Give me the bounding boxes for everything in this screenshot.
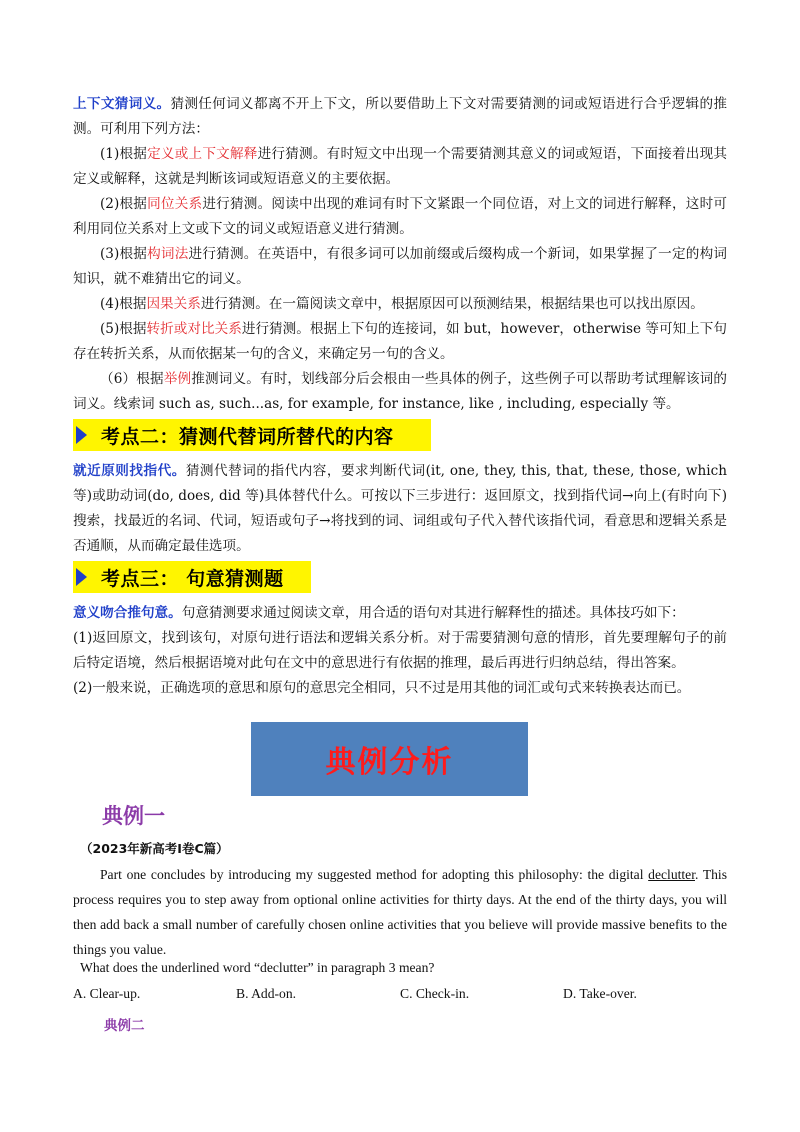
method-2: (2)根据同位关系进行猜测。阅读中出现的难词有时下文紧跟一个同位语，对上文的词进行解释，这时可利用同位关系对上文或下文的词义或短语意义进行猜测。 <box>73 196 727 237</box>
heading-3-text: 考点三： 句意猜测题 <box>101 567 284 590</box>
content-body <box>73 92 727 701</box>
section1-lead: 上下文猜词义。 <box>73 96 171 112</box>
section3-intro: 意义吻合推句意。句意猜测要求通过阅读文章，用合适的语句对其进行解释性的描述。具体技巧如下： <box>73 605 685 621</box>
option-b[interactable]: B. Add-on. <box>236 986 297 1001</box>
heading-2 <box>73 419 431 451</box>
method-5-key: 转折或对比关系 <box>146 321 242 337</box>
heading-2-row <box>73 419 727 455</box>
section3-point-1: (1)返回原文，找到该句，对原句进行语法和逻辑关系分析。对于需要猜测句意的情形，首先要理解句子的前后特定语境，然后根据语境对此句在文中的意思进行有依据的推理，最后再进行归纳总结，得出答案。 <box>73 630 727 671</box>
example-1-title: 典例一 <box>102 804 165 828</box>
heading-3 <box>73 561 311 593</box>
example-2-title: 典例二 <box>104 1018 145 1034</box>
example-1-question: What does the underlined word “declutter” in paragraph 3 mean? <box>80 960 435 975</box>
section3-lead: 意义吻合推句意。 <box>73 605 182 621</box>
option-a[interactable]: A. Clear-up. <box>73 986 141 1001</box>
option-d[interactable]: D. Take-over. <box>563 986 637 1001</box>
section2-lead: 就近原则找指代。 <box>73 463 186 479</box>
method-4-key: 因果关系 <box>146 296 201 312</box>
example-1-passage: Part one concludes by introducing my suggested method for adopting this philosophy: the digital declutter. This process requires you to step away from optional online activities for thirty days. At the end of the thirty days, you will then add back a small number of carefully chosen online activities that you believe will provide massive benefits to the things you value. <box>73 867 727 957</box>
method-6-key: 举例 <box>163 371 192 387</box>
section1-intro <box>73 92 727 142</box>
banner-text: 典例分析 <box>325 745 454 780</box>
option-c[interactable]: C. Check-in. <box>400 986 470 1001</box>
underlined-word: declutter <box>648 867 695 882</box>
method-1-key: 定义或上下文解释 <box>147 146 258 162</box>
arrow-icon <box>76 568 87 586</box>
heading-3-row <box>73 561 727 597</box>
section2-text: 就近原则找指代。猜测代替词的指代内容，要求判断代词(it, one, they, this, that, these, those, which 等)或助动词(do, does, did 等)具体替代什么。可按以下三步进行：返回原文，找到指代词→向上(有时向下)搜索，找最近的名词、代词，短语或句子→将找到的词、词组或句子代入替代该指代词，看意思和逻辑关系是否通顺，从而确定最佳选项。 <box>73 463 727 554</box>
method-5: (5)根据转折或对比关系进行猜测。根据上下句的连接词，如 but，however，otherwise 等可知上下句存在转折关系，从而依据某一句的含义，来确定另一句的含义。 <box>73 321 727 362</box>
method-4: (4)根据因果关系进行猜测。在一篇阅读文章中，根据原因可以预测结果，根据结果也可以找出原因。 <box>100 296 704 312</box>
example-1-source: （2023年新高考I卷C篇） <box>80 841 229 856</box>
example-analysis-banner <box>251 722 528 796</box>
method-1: (1)根据定义或上下文解释进行猜测。有时短文中出现一个需要猜测其意义的词或短语，下面接着出现其定义或解释，这就是判断该词或短语意义的主要依据。 <box>73 146 728 187</box>
method-3: (3)根据构词法进行猜测。在英语中，有很多词可以加前缀或后缀构成一个新词，如果掌握了一定的构词知识，就不难猜出它的词义。 <box>73 246 727 287</box>
arrow-icon <box>76 426 87 444</box>
section1-intro-text: 猜测任何词义都离不开上下文，所以要借助上下文对需要猜测的词或短语进行合乎逻辑的推测。可利用下列方法： <box>73 96 727 137</box>
method-2-key: 同位关系 <box>147 196 203 212</box>
method-3-key: 构词法 <box>147 246 189 262</box>
heading-2-text: 考点二：猜测代替词所替代的内容 <box>101 425 394 448</box>
section3-point-2: (2)一般来说，正确选项的意思和原句的意思完全相同，只不过是用其他的词汇或句式来转换表达而已。 <box>73 680 691 696</box>
method-6: （6）根据举例推测词义。有时，划线部分后会根由一些具体的例子，这些例子可以帮助考试理解该词的词义。线索词 such as, such...as, for example, for instance, like , including, especially 等。 <box>73 371 727 412</box>
